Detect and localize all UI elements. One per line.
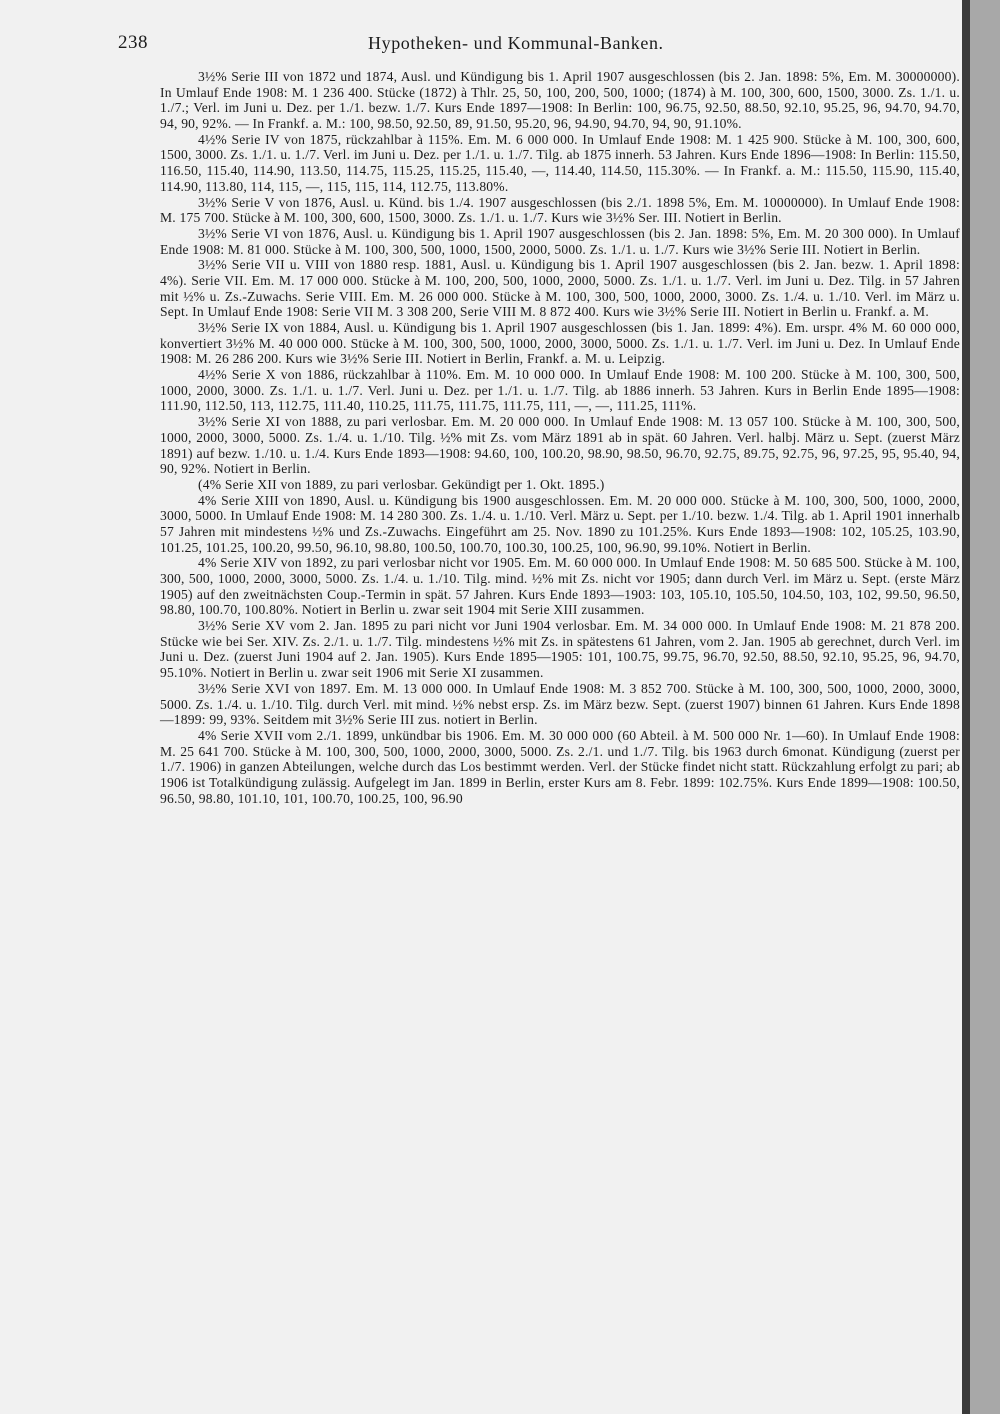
body-text [160,69,960,806]
paragraph-serie-vii-viii: 3½% Serie VII u. VIII von 1880 resp. 1881, Ausl. u. Kündigung bis 1. April 1907 ausgeschlossen (bis 2. Jan. bezw. 1. April 1898: 4%). Serie VII. Em. M. 17 000 000. Stücke à M. 100, 200, 500, 1000, 2000, 5000. Zs. 1./1. u. 1./7. Verl. im Juni u. Dez. Tilg. in 57 Jahren mit ½% u. Zs.-Zuwachs. Serie VIII. Em. M. 26 000 000. Stücke à M. 100, 300, 500, 1000, 2000, 3000. Zs. 1./4. u. 1./10. Verl. im März u. Sept. In Umlauf Ende 1908: Serie VII M. 3 308 200, Serie VIII M. 8 872 400. Kurs wie 3½% Serie III. Notiert in Berlin u. Frankf. a. M. [160,257,960,320]
page-number: 238 [118,32,148,53]
paragraph-serie-vi: 3½% Serie VI von 1876, Ausl. u. Kündigung bis 1. April 1907 ausgeschlossen (bis 2. Jan. 1898: 5%, Em. M. 20 300 000). In Umlauf Ende 1908: M. 81 000. Stücke à M. 100, 300, 500, 1000, 1500, 2000, 5000. Zs. 1./1. u. 1./7. Kurs wie 3½% Serie III. Notiert in Berlin. [160,225,960,257]
paragraph-serie-x: 4½% Serie X von 1886, rückzahlbar à 110%. Em. M. 10 000 000. In Umlauf Ende 1908: M. 100 200. Stücke à M. 100, 300, 500, 1000, 2000, 3000. Zs. 1./1. u. 1./7. Verl. Juni u. Dez. per 1./1. u. 1./7. Tilg. ab 1886 innerh. 53 Jahren. Kurs in Berlin Ende 1895—1908: 111.90, 112.50, 113, 112.75, 111.40, 110.25, 111.75, 111.75, 111.75, 111, —, —, 111.25, 111%. [160,367,960,414]
running-head: Hypotheken- und Kommunal-Banken. [368,33,664,53]
paragraph-serie-ix: 3½% Serie IX von 1884, Ausl. u. Kündigung bis 1. April 1907 ausgeschlossen (bis 1. Jan. 1899: 4%). Em. urspr. 4% M. 60 000 000, konvertiert 3½% M. 40 000 000. Stücke à M. 100, 300, 500, 1000, 2000, 3000, 5000. Zs. 1./1. u. 1./7. Verl. im Juni u. Dez. In Umlauf Ende 1908: M. 26 286 200. Kurs wie 3½% Serie III. Notiert in Berlin, Frankf. a. M. u. Leipzig. [160,320,960,367]
paragraph-serie-xiii: 4% Serie XIII von 1890, Ausl. u. Kündigung bis 1900 ausgeschlossen. Em. M. 20 000 000. Stücke à M. 100, 300, 500, 1000, 2000, 3000, 5000. In Umlauf Ende 1908: M. 14 280 300. Zs. 1./4. u. 1./10. Verl. März u. Sept. per 1./10. bezw. 1./4. Tilg. ab 1. April 1901 innerhalb 57 Jahren mit mindestens ½% und Zs.-Zuwachs. Eingeführt am 25. Nov. 1890 zu 101.25%. Kurs Ende 1893—1908: 102, 105.25, 103.90, 101.25, 101.25, 100.20, 99.50, 96.10, 98.80, 100.50, 100.70, 100.30, 100.25, 100, 96.90, 99.10%. Notiert in Berlin. [160,492,960,555]
paragraph-serie-xv: 3½% Serie XV vom 2. Jan. 1895 zu pari nicht vor Juni 1904 verlosbar. Em. M. 34 000 000. In Umlauf Ende 1908: M. 21 878 200. Stücke wie bei Ser. XIV. Zs. 2./1. u. 1./7. Tilg. mindestens ½% mit Zs. in spätestens 61 Jahren, vom 2. Jan. 1905 ab gerechnet, durch Verl. im Juni u. Dez. (zuerst Juni 1904 auf 2. Jan. 1905). Kurs Ende 1895—1905: 101, 100.75, 99.75, 96.70, 92.50, 88.50, 92.10, 95.25, 96, 94.70, 95.10%. Notiert in Berlin u. zwar seit 1906 mit Serie XI zusammen. [160,618,960,681]
paragraph-serie-v: 3½% Serie V von 1876, Ausl. u. Künd. bis 1./4. 1907 ausgeschlossen (bis 2./1. 1898 5%, Em. M. 10000000). In Umlauf Ende 1908: M. 175 700. Stücke à M. 100, 300, 600, 1500, 3000. Zs. 1./1. u. 1./7. Kurs wie 3½% Ser. III. Notiert in Berlin. [160,194,960,226]
paragraph-serie-xi: 3½% Serie XI von 1888, zu pari verlosbar. Em. M. 20 000 000. In Umlauf Ende 1908: M. 13 057 100. Stücke à M. 100, 300, 500, 1000, 2000, 3000, 5000. Zs. 1./4. u. 1./10. Tilg. ½% mit Zs. vom März 1891 ab in spät. 60 Jahren. Verl. halbj. März u. Sept. (zuerst März 1891) auf bezw. 1./10. u. 1./4. Kurs Ende 1893—1908: 94.60, 100, 100.20, 98.90, 98.50, 96.70, 92.75, 89.75, 92.75, 96, 97.25, 95, 95.40, 94, 90, 92%. Notiert in Berlin. [160,414,960,477]
paragraph-serie-xvi: 3½% Serie XVI von 1897. Em. M. 13 000 000. In Umlauf Ende 1908: M. 3 852 700. Stücke à M. 100, 300, 500, 1000, 2000, 3000, 5000. Zs. 1./4. u. 1./10. Tilg. durch Verl. mit mind. ½% nebst ersp. Zs. im März bezw. Sept. (zuerst 1907) binnen 61 Jahren. Kurs Ende 1898—1899: 99, 93%. Seitdem mit 3½% Serie III zus. notiert in Berlin. [160,680,960,728]
paragraph-serie-iv: 4½% Serie IV von 1875, rückzahlbar à 115%. Em. M. 6 000 000. In Umlauf Ende 1908: M. 1 425 900. Stücke à M. 100, 300, 600, 1500, 3000. Zs. 1./1. u. 1./7. Verl. im Juni u. Dez. per 1./1. u. 1./7. Tilg. ab 1875 innerh. 53 Jahren. Kurs Ende 1896—1908: In Berlin: 115.50, 116.50, 115.40, 114.90, 113.50, 114.75, 115.25, 115.25, 115.40, —, 114.40, 114.50, 115.30%. — In Frankf. a. M.: 115.50, 115.90, 115.40, 114.90, 113.80, 114, 115, —, 115, 115, 114, 112.75, 113.80%. [160,131,960,194]
paragraph-serie-iii: 3½% Serie III von 1872 und 1874, Ausl. und Kündigung bis 1. April 1907 ausgeschlossen (bis 2. Jan. 1898: 5%, Em. M. 30000000). In Umlauf Ende 1908: M. 1 236 400. Stücke (1872) à Thlr. 25, 50, 100, 200, 500, 1000; (1874) à M. 100, 300, 600, 1500, 3000. Zs. 1./1. u. 1./7.; Verl. im Juni u. Dez. per 1./1. bezw. 1./7. Kurs Ende 1897—1908: In Berlin: 100, 96.75, 92.50, 88.50, 92.10, 95.25, 96, 94.70, 94.70, 94, 90, 92%. — In Frankf. a. M.: 100, 98.50, 92.50, 89, 91.50, 95.20, 96, 94.90, 94.70, 94, 90, 91.10%. [160,69,960,132]
paragraph-serie-xiv: 4% Serie XIV von 1892, zu pari verlosbar nicht vor 1905. Em. M. 60 000 000. In Umlauf Ende 1908: M. 50 685 500. Stücke à M. 100, 300, 500, 1000, 2000, 3000, 5000. Zs. 1./4. u. 1./10. Tilg. mind. ½% mit Zs. nicht vor 1905; dann durch Verl. im März u. Sept. (erste März 1905) auf den zweitnächsten Coup.-Termin in spät. 57 Jahren. Kurs Ende 1893—1903: 103, 105.10, 105.50, 104.50, 103, 102, 99.50, 96.50, 98.80, 100.70, 100.80%. Notiert in Berlin u. zwar seit 1904 mit Serie XIII zusammen. [160,555,960,618]
paragraph-serie-xii: (4% Serie XII von 1889, zu pari verlosbar. Gekündigt per 1. Okt. 1895.) [198,476,605,492]
page-header [118,30,958,60]
page-edge-shadow [970,0,1000,1414]
page-edge-dark [962,0,970,1414]
paragraph-serie-xvii: 4% Serie XVII vom 2./1. 1899, unkündbar bis 1906. Em. M. 30 000 000 (60 Abteil. à M. 500 000 Nr. 1—60). In Umlauf Ende 1908: M. 25 641 700. Stücke à M. 100, 300, 500, 1000, 2000, 3000, 5000. Zs. 2./1. und 1./7. Tilg. bis 1963 durch 6monat. Kündigung (zuerst per 1./7. 1906) in ganzen Abteilungen, welche durch das Los bestimmt werden. Verl. der Stücke findet nicht statt. Rückzahlung erfolgt zu pari; ab 1906 ist Totalkündigung zulässig. Aufgelegt im Jan. 1899 in Berlin, erster Kurs am 8. Febr. 1899: 102.75%. Kurs Ende 1899—1908: 100.50, 96.50, 98.80, 101.10, 101, 100.70, 100.25, 100, 96.90 [160,727,960,806]
